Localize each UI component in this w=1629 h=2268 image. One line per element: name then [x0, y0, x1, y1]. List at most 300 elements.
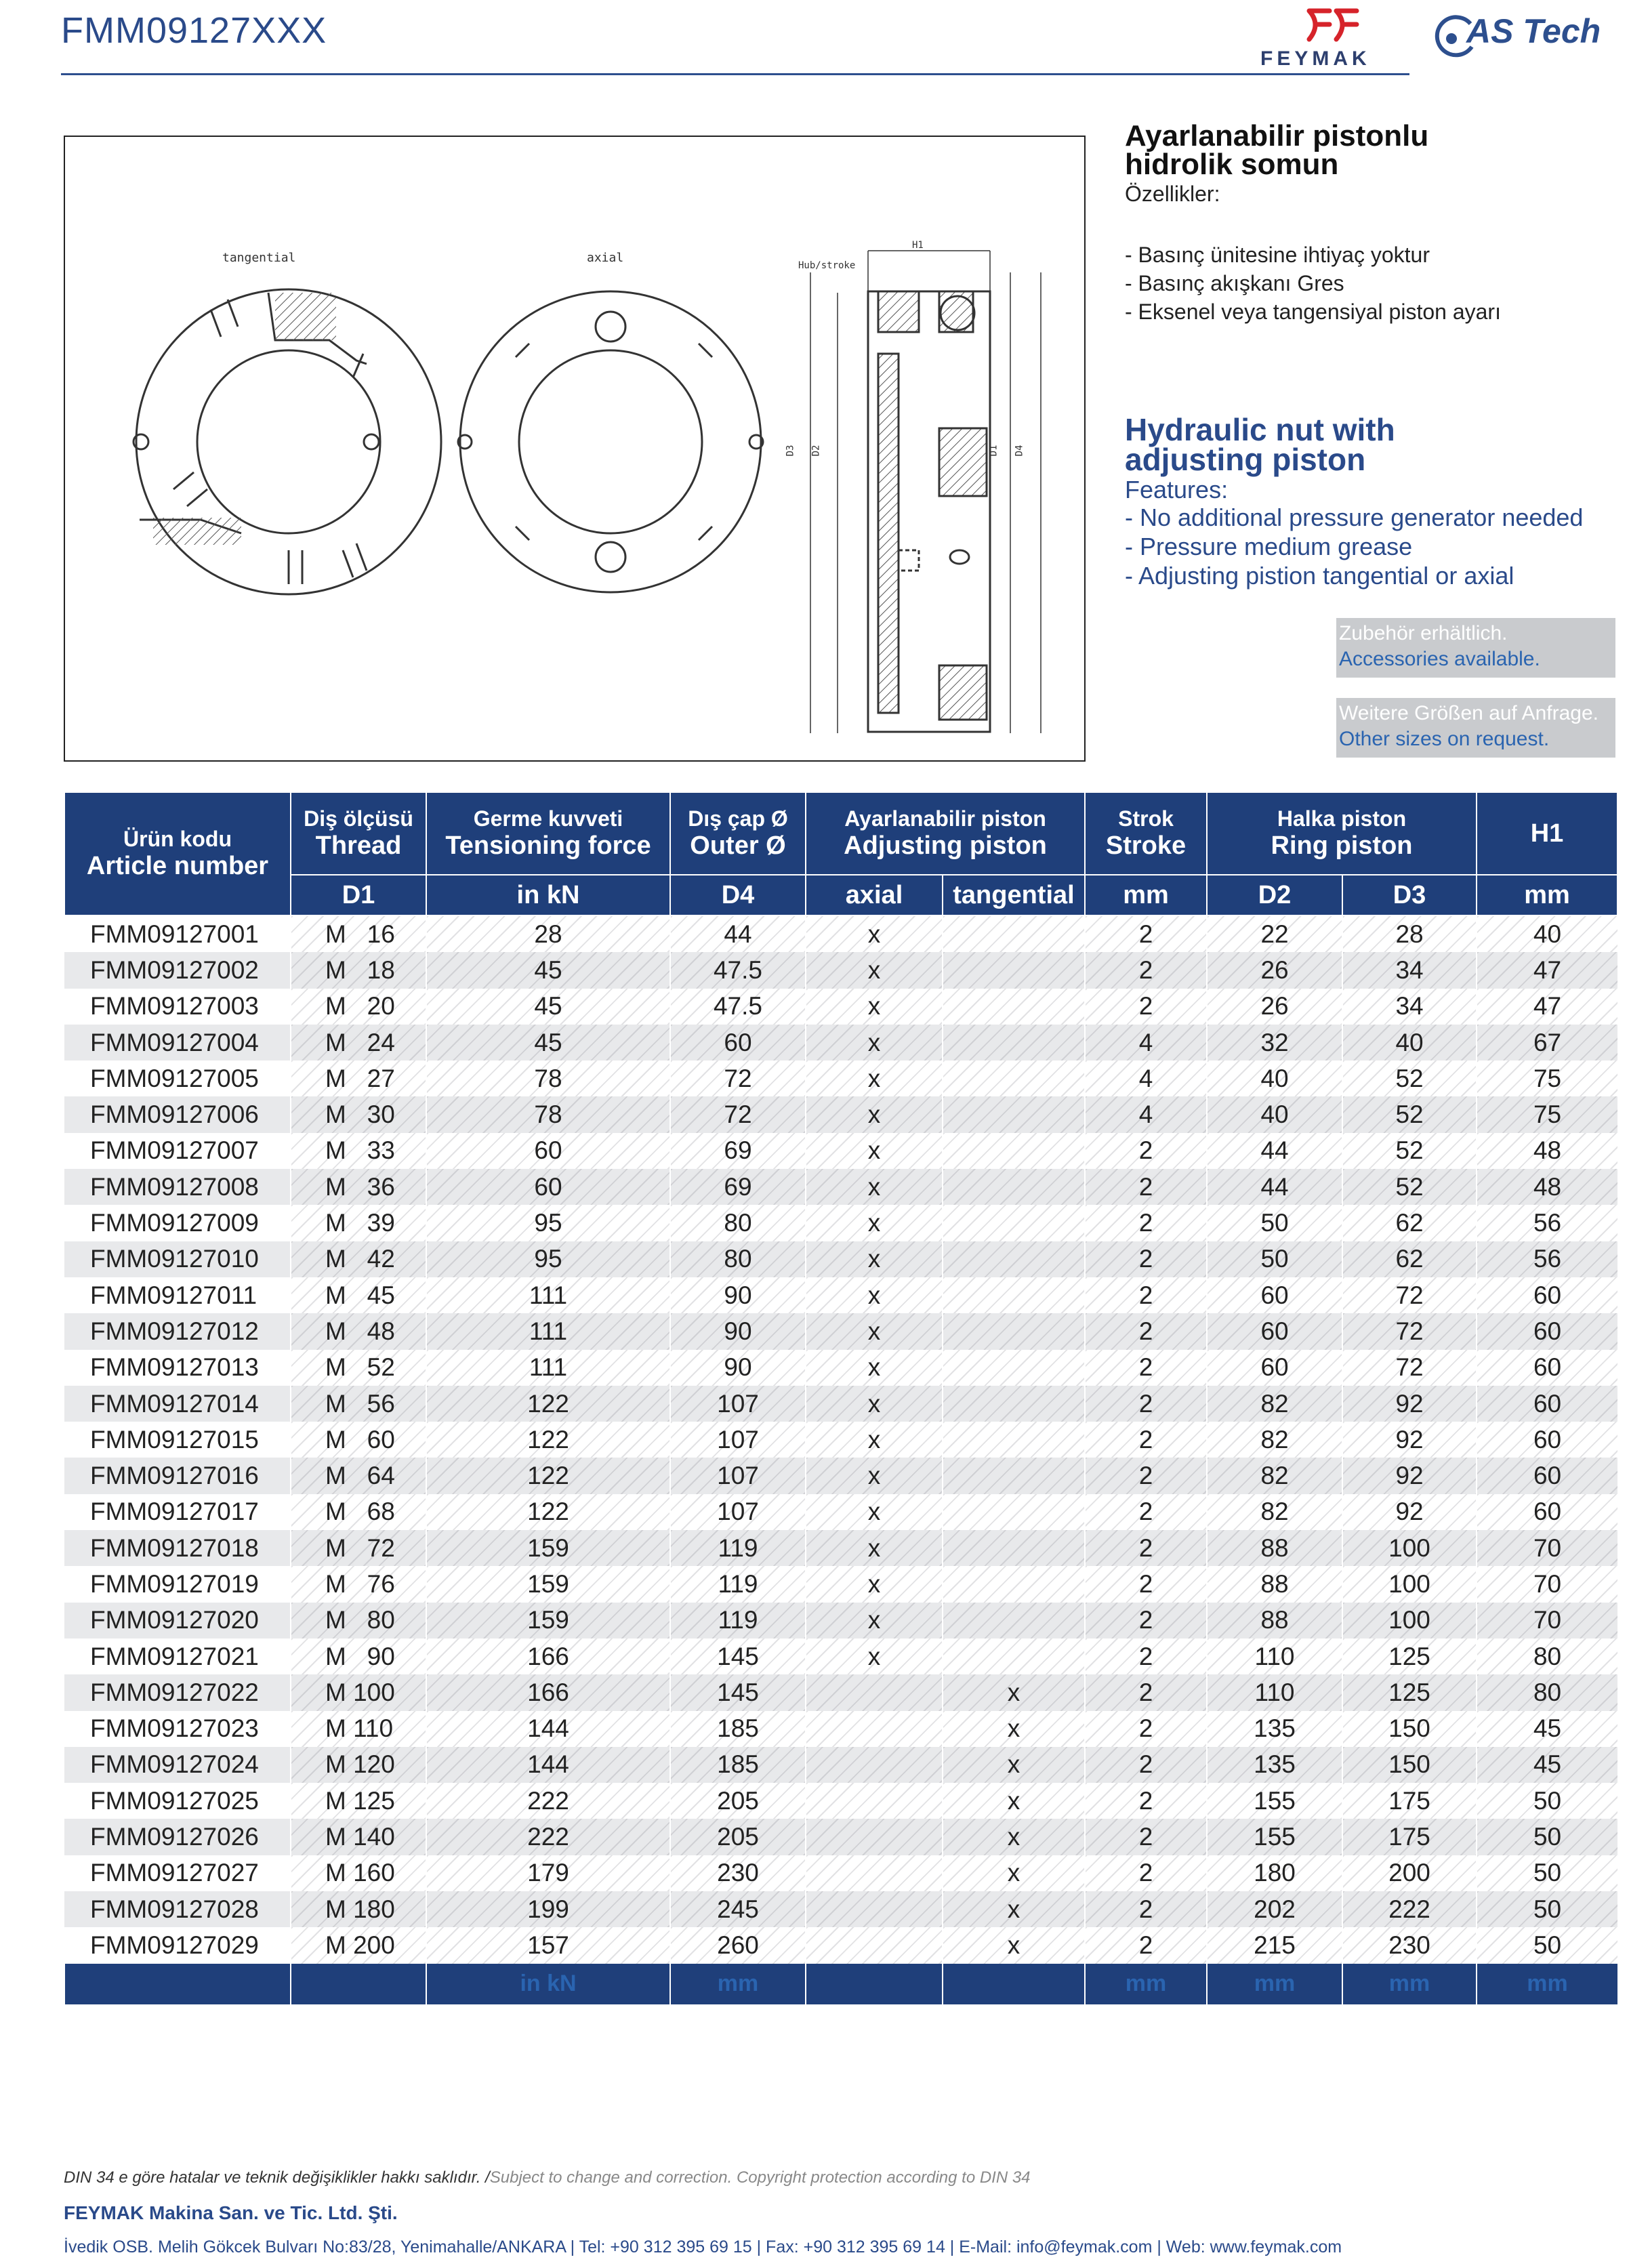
- subheader-cell: tangential: [943, 875, 1085, 915]
- header-ring: [1207, 792, 1477, 875]
- table-cell: M 100: [291, 1674, 426, 1710]
- table-cell: 125: [1342, 1674, 1477, 1710]
- table-row: [64, 1674, 1617, 1710]
- table-cell: 50: [1477, 1855, 1617, 1891]
- article-number-cell: FMM09127020: [64, 1603, 291, 1638]
- subheader-cell: in kN: [426, 875, 670, 915]
- table-cell: x: [806, 1458, 943, 1493]
- turkish-feature: - Basınç akışkanı Gres: [1125, 269, 1501, 297]
- table-cell: M 56: [291, 1386, 426, 1422]
- table-cell: 60: [1477, 1494, 1617, 1530]
- article-number-cell: FMM09127010: [64, 1241, 291, 1277]
- table-cell: 2: [1085, 1819, 1207, 1855]
- footer-unit-cell: in kN: [426, 1964, 670, 2004]
- company-address: İvedik OSB. Melih Gökcek Bulvarı No:83/28, Yenimahalle/ANKARA | Tel: +90 312 395 69 15 | Fax: +90 312 395 69 14 | E-Mail: info@feymak.com | Web: www.feymak.com: [64, 2238, 1342, 2256]
- table-cell: [806, 1819, 943, 1855]
- table-cell: x: [806, 1025, 943, 1060]
- table-cell: M 90: [291, 1638, 426, 1674]
- table-cell: 122: [426, 1422, 670, 1458]
- table-cell: 122: [426, 1458, 670, 1493]
- table-cell: 95: [426, 1205, 670, 1241]
- article-number-cell: FMM09127021: [90, 1642, 259, 1670]
- table-cell: 40: [1342, 1025, 1477, 1060]
- table-cell: 28: [426, 915, 670, 952]
- feymak-logo-text: FEYMAK: [1260, 47, 1371, 70]
- table-cell: 60: [1477, 1422, 1617, 1458]
- table-cell: 45: [1477, 1747, 1617, 1783]
- table-cell: 166: [426, 1674, 670, 1710]
- table-cell: 90: [670, 1313, 806, 1349]
- table-row: [64, 1133, 1617, 1169]
- footnote: [64, 2168, 1031, 2187]
- table-row: [64, 1927, 1617, 1963]
- table-cell: 92: [1342, 1386, 1477, 1422]
- table-cell: 48: [1477, 1133, 1617, 1169]
- table-cell: [806, 1891, 943, 1927]
- label-d2: D2: [810, 445, 822, 457]
- turkish-title: [1125, 119, 1429, 181]
- article-number-cell: FMM09127019: [90, 1569, 259, 1598]
- table-cell: 110: [1207, 1638, 1342, 1674]
- table-cell: 60: [1207, 1313, 1342, 1349]
- article-number-cell: FMM09127018: [64, 1530, 291, 1566]
- table-cell: M 160: [291, 1855, 426, 1891]
- table-cell: 119: [670, 1603, 806, 1638]
- article-number-cell: FMM09127013: [90, 1353, 259, 1382]
- table-cell: 50: [1477, 1783, 1617, 1819]
- table-cell: 44: [1207, 1133, 1342, 1169]
- table-cell: x: [806, 1241, 943, 1277]
- table-cell: 135: [1207, 1747, 1342, 1783]
- page-title: FMM09127XXX: [61, 10, 327, 51]
- header-h1: [1477, 792, 1617, 875]
- table-row: [64, 1530, 1617, 1566]
- table-cell: 107: [670, 1494, 806, 1530]
- table-cell: 155: [1207, 1819, 1342, 1855]
- header-stroke-en: Stroke: [1105, 831, 1187, 860]
- table-cell: x: [806, 1638, 943, 1674]
- table-cell: 185: [670, 1711, 806, 1747]
- table-cell: 2: [1085, 1313, 1207, 1349]
- table-cell: 2: [1085, 1422, 1207, 1458]
- table-cell: 60: [426, 1169, 670, 1205]
- turkish-subtitle: Özellikler:: [1125, 182, 1220, 206]
- table-row: [64, 1277, 1617, 1313]
- table-row: [64, 1855, 1617, 1891]
- table-cell: 44: [670, 915, 806, 952]
- table-cell: 159: [426, 1603, 670, 1638]
- turkish-features: [1125, 241, 1501, 326]
- table-cell: x: [806, 1530, 943, 1566]
- accessories-en: Accessories available.: [1339, 648, 1540, 670]
- table-cell: M 52: [291, 1350, 426, 1386]
- table-cell: 67: [1477, 1025, 1617, 1060]
- english-feature: - Pressure medium grease: [1125, 532, 1583, 561]
- table-cell: 50: [1477, 1891, 1617, 1927]
- table-cell: 44: [1207, 1169, 1342, 1205]
- table-cell: M 200: [291, 1927, 426, 1963]
- table-cell: 2: [1085, 1566, 1207, 1602]
- table-cell: 200: [1342, 1855, 1477, 1891]
- table-cell: 95: [426, 1241, 670, 1277]
- table-cell: 222: [426, 1783, 670, 1819]
- table-cell: 50: [1207, 1205, 1342, 1241]
- table-cell: 230: [1342, 1927, 1477, 1963]
- table-cell: x: [943, 1819, 1085, 1855]
- table-cell: [806, 1747, 943, 1783]
- table-cell: 205: [670, 1783, 806, 1819]
- article-number-cell: FMM09127025: [90, 1786, 259, 1815]
- table-cell: M 125: [291, 1783, 426, 1819]
- table-cell: 4: [1085, 1096, 1207, 1132]
- table-cell: x: [943, 1927, 1085, 1963]
- table-cell: 202: [1207, 1891, 1342, 1927]
- table-cell: [943, 1313, 1085, 1349]
- table-cell: 107: [670, 1458, 806, 1493]
- table-cell: 2: [1085, 1169, 1207, 1205]
- table-cell: [943, 915, 1085, 952]
- table-cell: x: [943, 1747, 1085, 1783]
- table-cell: 119: [670, 1566, 806, 1602]
- table-cell: x: [806, 1205, 943, 1241]
- table-cell: 45: [426, 1025, 670, 1060]
- table-cell: [943, 1422, 1085, 1458]
- table-cell: 2: [1085, 1783, 1207, 1819]
- table-cell: 175: [1342, 1783, 1477, 1819]
- header-divider: [61, 73, 1409, 75]
- header-adjust-tr: Ayarlanabilir piston: [844, 806, 1046, 831]
- table-cell: [943, 1566, 1085, 1602]
- footer-unit-cell: [806, 1964, 943, 2004]
- table-cell: 60: [1477, 1313, 1617, 1349]
- table-cell: [943, 1530, 1085, 1566]
- table-cell: 111: [426, 1350, 670, 1386]
- table-cell: 100: [1342, 1603, 1477, 1638]
- subheader-cell: D4: [670, 875, 806, 915]
- table-cell: 60: [670, 1025, 806, 1060]
- footnote-tr: DIN 34 e göre hatalar ve teknik değişiklikler hakkı saklıdır. /: [64, 2168, 490, 2187]
- subheader-cell: D3: [1342, 875, 1477, 915]
- table-cell: 2: [1085, 1205, 1207, 1241]
- table-footer-row: [64, 1964, 1617, 2004]
- table-row: [64, 1241, 1617, 1277]
- table-cell: 32: [1207, 1025, 1342, 1060]
- table-cell: 230: [670, 1855, 806, 1891]
- table-cell: [943, 1638, 1085, 1674]
- table-cell: M 68: [291, 1494, 426, 1530]
- table-cell: M 140: [291, 1819, 426, 1855]
- header-adjust-en: Adjusting piston: [844, 831, 1047, 860]
- product-table: [64, 791, 1618, 2004]
- accessories-de: Zubehör erhältlich.: [1339, 622, 1508, 644]
- table-cell: 2: [1085, 1133, 1207, 1169]
- table-cell: x: [806, 1313, 943, 1349]
- table-row: [64, 1819, 1617, 1855]
- table-cell: M 76: [291, 1566, 426, 1602]
- astech-logo-text: AS Tech: [1466, 12, 1601, 50]
- table-cell: 2: [1085, 1494, 1207, 1530]
- table-cell: M 24: [291, 1025, 426, 1060]
- table-row: [64, 915, 1617, 952]
- header-article: [64, 792, 291, 915]
- article-number-cell: FMM09127024: [64, 1747, 291, 1783]
- table-cell: M 120: [291, 1747, 426, 1783]
- table-cell: M 48: [291, 1313, 426, 1349]
- article-number-cell: FMM09127015: [90, 1425, 259, 1453]
- table-cell: 34: [1342, 989, 1477, 1025]
- table-cell: 107: [670, 1422, 806, 1458]
- table-row: [64, 989, 1617, 1025]
- table-cell: 34: [1342, 952, 1477, 988]
- table-cell: M 60: [291, 1422, 426, 1458]
- table-cell: [943, 1205, 1085, 1241]
- header-force: [426, 792, 670, 875]
- table-row: [64, 1169, 1617, 1205]
- article-number-cell: FMM09127004: [64, 1025, 291, 1060]
- table-cell: [943, 1603, 1085, 1638]
- table-cell: 26: [1207, 989, 1342, 1025]
- technical-drawing: [64, 136, 1086, 762]
- table-cell: M 33: [291, 1133, 426, 1169]
- table-cell: 119: [670, 1530, 806, 1566]
- table-cell: 111: [426, 1277, 670, 1313]
- footer-unit-cell: mm: [1207, 1964, 1342, 2004]
- table-cell: 2: [1085, 915, 1207, 952]
- article-number-cell: FMM09127023: [90, 1714, 259, 1743]
- label-axial: axial: [587, 251, 624, 265]
- table-cell: 70: [1477, 1566, 1617, 1602]
- table-row: [64, 1566, 1617, 1602]
- tangential-view: [133, 289, 441, 594]
- turkish-title-line2: hidrolik somun: [1125, 148, 1339, 181]
- header-adjust: [806, 792, 1085, 875]
- article-number-cell: FMM09127007: [90, 1136, 259, 1165]
- table-cell: 82: [1207, 1386, 1342, 1422]
- table-cell: 52: [1342, 1060, 1477, 1096]
- table-cell: 62: [1342, 1241, 1477, 1277]
- sizes-de: Weitere Größen auf Anfrage.: [1339, 702, 1599, 724]
- table-cell: x: [943, 1711, 1085, 1747]
- table-cell: M 64: [291, 1458, 426, 1493]
- table-cell: 47.5: [670, 989, 806, 1025]
- table-cell: 60: [1477, 1350, 1617, 1386]
- article-number-cell: FMM09127001: [90, 920, 259, 948]
- table-cell: [943, 1277, 1085, 1313]
- table-cell: 22: [1207, 915, 1342, 952]
- table-row: [64, 1386, 1617, 1422]
- table-row: [64, 1458, 1617, 1493]
- table-cell: [806, 1927, 943, 1963]
- english-feature: - Adjusting pistion tangential or axial: [1125, 561, 1583, 590]
- table-cell: x: [943, 1855, 1085, 1891]
- article-number-cell: FMM09127002: [64, 952, 291, 988]
- table-cell: 82: [1207, 1494, 1342, 1530]
- table-cell: 2: [1085, 1674, 1207, 1710]
- table-cell: 72: [670, 1096, 806, 1132]
- table-cell: 45: [426, 952, 670, 988]
- table-cell: 60: [1477, 1386, 1617, 1422]
- table-cell: M 180: [291, 1891, 426, 1927]
- table-cell: 70: [1477, 1530, 1617, 1566]
- table-cell: [943, 1133, 1085, 1169]
- header-h1-label: H1: [1530, 819, 1564, 848]
- article-number-cell: FMM09127029: [90, 1931, 259, 1959]
- table-cell: 26: [1207, 952, 1342, 988]
- table-cell: 69: [670, 1169, 806, 1205]
- turkish-feature: - Eksenel veya tangensiyal piston ayarı: [1125, 297, 1501, 326]
- table-cell: 88: [1207, 1566, 1342, 1602]
- table-cell: 4: [1085, 1025, 1207, 1060]
- turkish-title-line1: Ayarlanabilir pistonlu: [1125, 119, 1429, 152]
- table-cell: 56: [1477, 1205, 1617, 1241]
- header-force-tr: Germe kuvveti: [473, 806, 623, 831]
- table-cell: [943, 1025, 1085, 1060]
- table-row: [64, 1060, 1617, 1096]
- article-number-cell: FMM09127017: [90, 1498, 259, 1526]
- footer-unit-cell: mm: [1477, 1964, 1617, 2004]
- table-cell: 179: [426, 1855, 670, 1891]
- header-thread-en: Thread: [315, 831, 402, 860]
- article-number-cell: FMM09127014: [64, 1386, 291, 1422]
- table-cell: 50: [1207, 1241, 1342, 1277]
- table-cell: [806, 1783, 943, 1819]
- table-cell: [943, 1386, 1085, 1422]
- table-cell: 215: [1207, 1927, 1342, 1963]
- footnote-en: Subject to change and correction. Copyright protection according to DIN 34: [489, 2168, 1031, 2187]
- table-row: [64, 952, 1617, 988]
- table-cell: 2: [1085, 1603, 1207, 1638]
- header-outer-tr: Dış çap Ø: [688, 806, 788, 831]
- table-cell: 145: [670, 1674, 806, 1710]
- table-cell: 155: [1207, 1783, 1342, 1819]
- subheader-cell: D1: [291, 875, 426, 915]
- table-cell: x: [806, 915, 943, 952]
- header-stroke-tr: Strok: [1118, 806, 1174, 831]
- table-cell: x: [806, 1060, 943, 1096]
- subheader-cell: mm: [1085, 875, 1207, 915]
- table-cell: 75: [1477, 1060, 1617, 1096]
- table-row: [64, 1313, 1617, 1349]
- table-cell: 78: [426, 1096, 670, 1132]
- table-cell: 60: [1207, 1350, 1342, 1386]
- table-cell: 75: [1477, 1096, 1617, 1132]
- english-title: [1125, 412, 1395, 477]
- table-cell: 70: [1477, 1603, 1617, 1638]
- table-cell: [943, 1096, 1085, 1132]
- table-cell: 52: [1342, 1096, 1477, 1132]
- table-cell: 260: [670, 1927, 806, 1963]
- table-cell: 4: [1085, 1060, 1207, 1096]
- table-cell: x: [806, 989, 943, 1025]
- article-number-cell: FMM09127026: [64, 1819, 291, 1855]
- table-cell: 144: [426, 1711, 670, 1747]
- table-row: [64, 1891, 1617, 1927]
- header-outer: [670, 792, 806, 875]
- table-cell: M 72: [291, 1530, 426, 1566]
- table-cell: x: [806, 1494, 943, 1530]
- table-cell: 144: [426, 1747, 670, 1783]
- company-name: FEYMAK Makina San. ve Tic. Ltd. Şti.: [64, 2202, 398, 2223]
- table-cell: 199: [426, 1891, 670, 1927]
- table-cell: x: [806, 1350, 943, 1386]
- table-cell: 47: [1477, 952, 1617, 988]
- table-cell: 52: [1342, 1169, 1477, 1205]
- subheader-cell: axial: [806, 875, 943, 915]
- article-number-cell: FMM09127008: [64, 1169, 291, 1205]
- english-title-line1: Hydraulic nut with: [1125, 412, 1395, 447]
- table-cell: 2: [1085, 1638, 1207, 1674]
- table-cell: 175: [1342, 1819, 1477, 1855]
- axial-view: [458, 291, 763, 592]
- table-cell: 47: [1477, 989, 1617, 1025]
- table-cell: 88: [1207, 1603, 1342, 1638]
- footer-unit-cell: mm: [670, 1964, 806, 2004]
- table-cell: 166: [426, 1638, 670, 1674]
- feymak-mark-icon: [1302, 5, 1363, 46]
- table-cell: 2: [1085, 1530, 1207, 1566]
- table-cell: 80: [1477, 1674, 1617, 1710]
- table-cell: x: [943, 1783, 1085, 1819]
- table-cell: 72: [1342, 1350, 1477, 1386]
- table-cell: 2: [1085, 1711, 1207, 1747]
- article-number-cell: FMM09127005: [90, 1064, 259, 1092]
- table-cell: 48: [1477, 1169, 1617, 1205]
- header-thread-tr: Diş ölçüsü: [304, 806, 413, 831]
- table-cell: 157: [426, 1927, 670, 1963]
- header-outer-en: Outer Ø: [690, 831, 786, 860]
- table-cell: [806, 1855, 943, 1891]
- table-cell: 88: [1207, 1530, 1342, 1566]
- article-number-cell: FMM09127022: [64, 1674, 291, 1710]
- table-cell: 100: [1342, 1566, 1477, 1602]
- article-number-cell: FMM09127016: [64, 1458, 291, 1493]
- table-cell: 50: [1477, 1819, 1617, 1855]
- table-cell: 180: [1207, 1855, 1342, 1891]
- table-cell: M 18: [291, 952, 426, 988]
- table-cell: 159: [426, 1530, 670, 1566]
- table-cell: 122: [426, 1494, 670, 1530]
- english-subtitle: Features:: [1125, 476, 1229, 503]
- table-cell: x: [943, 1891, 1085, 1927]
- table-cell: 245: [670, 1891, 806, 1927]
- article-number-cell: FMM09127012: [64, 1313, 291, 1349]
- table-cell: [943, 1458, 1085, 1493]
- table-row: [64, 1711, 1617, 1747]
- table-cell: 60: [1477, 1277, 1617, 1313]
- table-cell: 2: [1085, 1350, 1207, 1386]
- table-cell: 100: [1342, 1530, 1477, 1566]
- table-cell: M 16: [291, 915, 426, 952]
- article-number-cell: FMM09127006: [64, 1096, 291, 1132]
- table-row: [64, 1603, 1617, 1638]
- table-cell: M 36: [291, 1169, 426, 1205]
- table-cell: [943, 952, 1085, 988]
- table-cell: M 39: [291, 1205, 426, 1241]
- label-d1: D1: [988, 445, 999, 457]
- section-view: [810, 251, 1041, 733]
- table-row: [64, 1638, 1617, 1674]
- header-article-tr: Ürün kodu: [123, 827, 232, 851]
- table-cell: 145: [670, 1638, 806, 1674]
- table-cell: 90: [670, 1277, 806, 1313]
- table-cell: 222: [426, 1819, 670, 1855]
- table-cell: [943, 1060, 1085, 1096]
- table-cell: 69: [670, 1133, 806, 1169]
- table-cell: 60: [1477, 1458, 1617, 1493]
- table-cell: 92: [1342, 1494, 1477, 1530]
- footer-unit-cell: [291, 1964, 426, 2004]
- table-cell: 72: [1342, 1313, 1477, 1349]
